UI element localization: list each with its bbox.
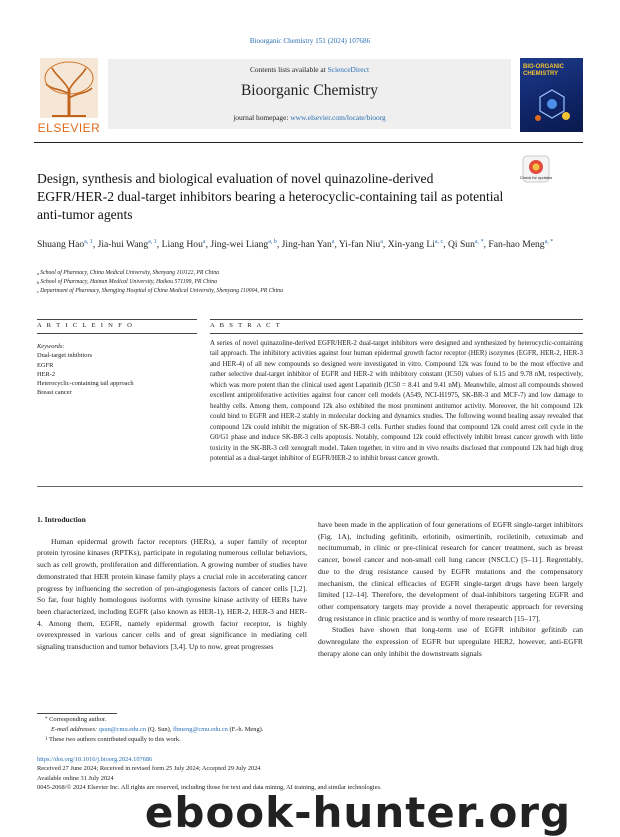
affiliation-mark: a xyxy=(37,271,41,276)
affiliation-mark: b xyxy=(37,280,41,285)
author-name: Jing-han Yan xyxy=(281,239,332,251)
homepage-line xyxy=(108,113,511,122)
keyword: Heterocyclic-containing tail approach xyxy=(37,380,134,388)
publisher-name: ELSEVIER xyxy=(37,121,101,135)
keyword: Breast cancer xyxy=(37,389,72,397)
author[interactable] xyxy=(448,239,484,250)
contents-line xyxy=(108,65,511,74)
sciencedirect-link[interactable]: ScienceDirect xyxy=(327,65,370,74)
email-line xyxy=(37,725,337,735)
check-for-updates-label[interactable]: Check for updates xyxy=(519,175,553,180)
author-affiliation-mark[interactable]: a xyxy=(331,239,335,245)
author-affiliation-mark[interactable]: a, b xyxy=(268,239,277,245)
equal-contribution-note: $^1$ These two authors contributed equally to this work. xyxy=(45,735,181,743)
introduction-column-1 xyxy=(37,517,307,653)
footnote-divider xyxy=(37,713,117,714)
intro-paragraph-1: Human epidermal growth factor receptors (HERs), a super family of receptor protein tyrosine kinases (RPTKs), participate in regulating numerous cellular behaviors, such as cell growth, proliferation and differentiation. A growing number of studies have demonstrated that HER protein kinase family plays a crucial role in accelerating cancer progress by influencing the secretion of pro-angiogenesis factors of cancer cells [1,2]. So far, four highly homologous isoforms with tyrosine kinase activity of HERs have been characterized, including EGFR (also known as HER-1), HER-2, HER-3 and HER-4. Among them, EGFR, namely epidermal growth factor receptor, is highly overexpressed in various cancer cells and of great significance in mediating cell signaling transduction and tumor behaviors [3,4]. Up to now, great progresses xyxy=(37,536,307,652)
abstract-divider xyxy=(37,486,583,487)
author[interactable] xyxy=(388,239,444,250)
author-affiliation-mark[interactable]: a, c xyxy=(434,239,444,245)
keywords-list xyxy=(37,351,197,397)
emails-label: E-mail addresses: xyxy=(51,725,98,733)
affiliation-line xyxy=(37,269,577,278)
author-name: Qi Sun xyxy=(447,239,475,251)
keyword: HER-2 xyxy=(37,370,56,378)
author-affiliation-mark[interactable]: a, 1 xyxy=(84,239,93,245)
email-owner-2: (F.-h. Meng). xyxy=(229,725,264,733)
author[interactable] xyxy=(37,239,93,250)
available-online: Available online 31 July 2024 xyxy=(37,774,114,782)
author[interactable] xyxy=(162,239,206,250)
intro-paragraph-2: have been made in the application of four generations of EGFR single-target inhibitors (Fig. 1A), including gefitinib, erlotinib, osimertinib, rociletinib, cetuximab and necitumumab, in clinic or pre-clinical research for cancer treatment, such as breast cancer, bowel cancer and non-small cell lung cancer (NSCLC) [5–11]. Regrettably, due to the drug resistance caused by EGFR mutations and the compensatory mechanism, the clinical efficacies of EGFR single-target drugs have been largely limited [12–14]. Therefore, the development of dual-inhibitors targeting EGFR and other compensatory targets may provide a novel therapeutic approach for reversing drug resistance in clinic practice and is worthy of more research [15–17]. xyxy=(318,520,583,623)
article-info-rule-top xyxy=(37,319,197,320)
author-name: Jia-hui Wang xyxy=(97,239,149,251)
doi-link[interactable]: https://doi.org/10.1016/j.bioorg.2024.107686 xyxy=(37,756,153,763)
author-affiliation-mark[interactable]: a xyxy=(202,239,206,245)
journal-reference[interactable]: Bioorganic Chemistry 151 (2024) 107686 xyxy=(249,37,371,45)
abstract-heading: A B S T R A C T xyxy=(210,322,282,329)
homepage-link[interactable]: www.elsevier.com/locate/bioorg xyxy=(290,113,386,122)
author[interactable] xyxy=(488,239,553,250)
affiliation-line xyxy=(37,287,577,296)
author-name: Yi-fan Niu xyxy=(338,239,381,251)
author-name: Shuang Hao xyxy=(37,239,85,251)
author-name: Jing-wei Liang xyxy=(210,239,269,251)
abstract-rule-top xyxy=(210,319,583,320)
cover-title: BIO-ORGANIC CHEMISTRY xyxy=(523,64,564,77)
author-list: Shuang Hao$^{a, 1}$, Jia-hui Wang$^{a, 1}$, Liang Hou$^a$, Jing-wei Liang$^{a, b}$, Jing-han Yan$^a$, Yi-fan Niu$^a$, Xin-yang Li$^{a, c}$, Qi Sun$^{a, *}$, Fan-hao Meng$^{a, *}$ xyxy=(37,239,554,251)
molecule-icon xyxy=(528,86,576,126)
contents-prefix: Contents lists available at xyxy=(249,65,326,74)
author-affiliation-mark[interactable]: a, 1 xyxy=(148,239,157,245)
author-name: Liang Hou xyxy=(161,239,203,251)
author[interactable] xyxy=(210,239,277,250)
homepage-prefix: journal homepage: xyxy=(233,113,289,122)
keyword: Dual-target inhibitors xyxy=(37,352,93,360)
article-info-heading: A R T I C L E I N F O xyxy=(37,322,134,329)
affiliation-line xyxy=(37,278,577,287)
author[interactable] xyxy=(282,239,335,250)
keywords-label: Keywords: xyxy=(37,343,65,350)
introduction-column-2 xyxy=(318,519,583,659)
article-title: Design, synthesis and biological evaluation of novel quinazoline-derived EGFR/HER-2 dual-target inhibitors bearing a heterocyclic-containing tail as potential anti-tumor agents xyxy=(37,171,504,222)
keywords-block xyxy=(37,342,197,398)
journal-header xyxy=(108,59,511,129)
author-affiliation-mark[interactable]: a, * xyxy=(544,239,554,245)
affiliation-text: School of Pharmacy, China Medical University, Shenyang 110122, PR China xyxy=(40,270,220,276)
author[interactable] xyxy=(98,239,157,250)
email-link-2[interactable]: fhmeng@cmu.edu.cn xyxy=(172,725,228,733)
abstract-rule-bottom xyxy=(210,333,583,334)
author-name: Fan-hao Meng xyxy=(488,239,545,251)
affiliations xyxy=(37,269,577,296)
author-affiliation-mark[interactable]: a, * xyxy=(474,239,484,245)
email-link-1[interactable]: qsun@cmu.edu.cn xyxy=(98,725,147,733)
corresponding-note: * Corresponding author. xyxy=(45,716,107,723)
header-divider xyxy=(34,142,583,143)
keyword: EGFR xyxy=(37,361,54,369)
copyright-line: 0045-2068/© 2024 Elsevier Inc. All rights are reserved, including those for text and data mining, AI training, and similar technologies. xyxy=(37,783,382,791)
article-info-rule-bottom xyxy=(37,333,197,334)
author-name: Xin-yang Li xyxy=(387,239,435,251)
publication-info xyxy=(37,755,577,792)
email-owner-1: (Q. Sun), xyxy=(147,725,172,733)
corresponding-label: Corresponding author. xyxy=(49,716,107,723)
affiliation-mark: c xyxy=(37,289,41,294)
footnotes xyxy=(37,715,337,744)
journal-cover[interactable] xyxy=(520,58,583,132)
journal-name[interactable]: Bioorganic Chemistry xyxy=(240,82,379,99)
affiliation-text: Department of Pharmacy, Shengjing Hospital of China Medical University, Shenyang 110004, PR China xyxy=(40,288,283,294)
author[interactable] xyxy=(339,239,383,250)
equal-contribution-text: These two authors contributed equally to this work. xyxy=(48,735,181,743)
received-dates: Received 27 June 2024; Received in revised form 25 July 2024; Accepted 29 July 2024 xyxy=(37,765,261,773)
abstract-paragraph: A series of novel quinazoline-derived EGFR/HER-2 dual-target inhibitors were designed and synthesized by heterocyclic-containing tail approach. The inhibitory activities against four human epidermal growth factor receptor (HER) isozymes (EGFR, HER-2, HER-3 and HER-4) of all new compounds so designed were investigated in vitro. Compound 12k was found to be the most effective and rather selective dual-target inhibitor of EGFR and HER-2 with inhibitory constant (IC50) values of 6.15 and 9.78 nM, respectively, which was more potent than the clinical used agent Lapatinib (IC50 = 8.41 and 9.41 nM). Meanwhile, almost all compounds showed excellent antiproliferative activities against four cancer cell models (A549, NCI-H1975, SK-BR-3 and MCF-7) and low damage to healthy cells. Among them, compound 12k also exhibited the most prominent antitumor activity. Moreover, the hit compound 12k could bind to EGFR and HER-2 stably in molecular docking and dynamics studies. The following wound healing assay revealed that compound 12k could inhibit the migration of SK-BR-3 cells. Further studies found that compound 12k could arrest cell cycle in the G0/G1 phase and induce SK-BR-3 cells apoptosis. Notably, compound 12k could effectively inhibit breast cancer growth with little toxicity in the SK-BR-3 cell xenograft model. Taken together, in vitro and in vivo results disclosed that compound 12k had high drug potential as a dual-target inhibitor of EGFR/HER-2 to inhibit breast cancer growth. xyxy=(210,340,583,462)
author-affiliation-mark[interactable]: a xyxy=(380,239,383,245)
intro-paragraph-3: Studies have shown that long-term use of EGFR inhibitor gefitinib can downregulate the expression of EGFR but upregulate HER2, however, anti-EGFR therapy alone can only inhibit the downstream signals xyxy=(318,625,583,658)
introduction-heading: 1. Introduction xyxy=(37,515,86,524)
watermark-text: ebook-hunter.org xyxy=(144,788,572,837)
affiliation-text: School of Pharmacy, Hainan Medical University, Haikou 571199, PR China xyxy=(40,279,218,285)
abstract-text xyxy=(210,339,583,464)
